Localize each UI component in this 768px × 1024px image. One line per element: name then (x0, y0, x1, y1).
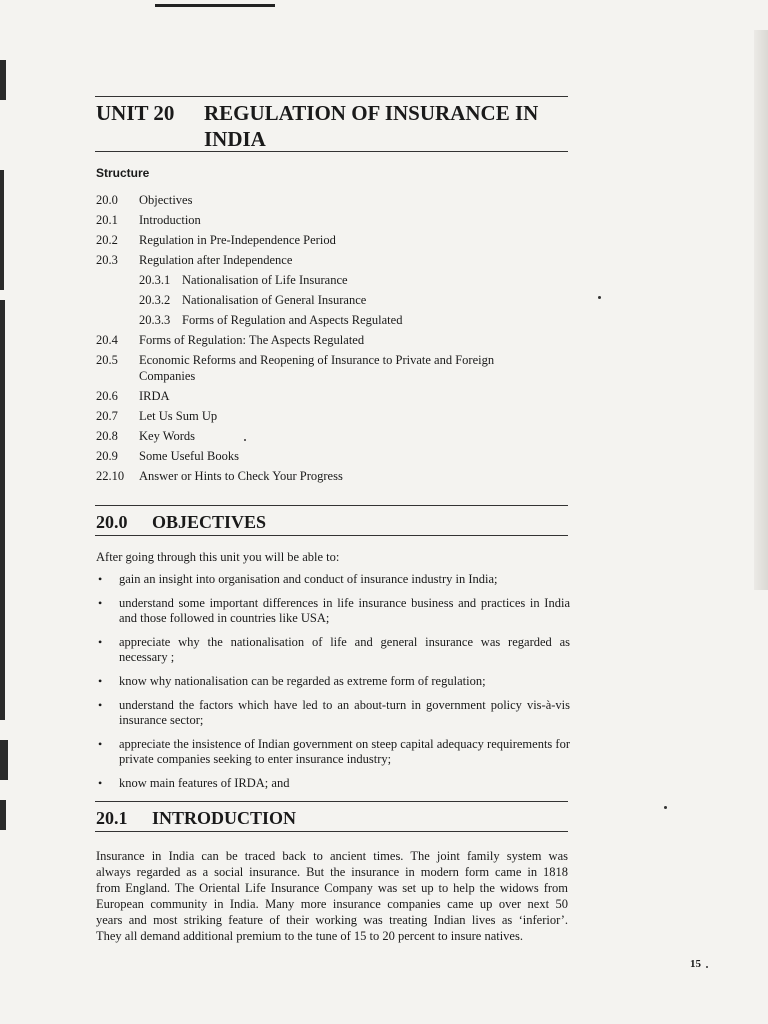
toc-item-title: Let Us Sum Up (139, 409, 218, 423)
bullet-dot-icon: • (98, 596, 103, 610)
title-rule-bottom (95, 151, 568, 152)
objective-text: understand the factors which have led to an about-turn in government policy vis-à-vis insurance sector; (119, 698, 570, 727)
scan-speck (664, 806, 667, 809)
objective-bullet (96, 776, 570, 791)
objective-text: understand some important differences in life insurance business and practices in India and those followed in countries like USA; (119, 596, 570, 625)
toc-item-number: 20.4 (96, 333, 118, 347)
toc-item-number: 20.6 (96, 389, 118, 403)
section-rule-top (95, 801, 568, 802)
section-number: 20.1 (96, 808, 128, 828)
section-rule-bottom (95, 831, 568, 832)
paragraph-line: from England. The Oriental Life Insurance Company was set up to help the widows from (96, 881, 568, 895)
toc-item (96, 468, 566, 488)
objective-bullet (96, 674, 570, 689)
toc-item-title: Regulation after Independence (139, 253, 293, 267)
toc-item (96, 428, 566, 448)
toc-item-number: 20.0 (96, 193, 118, 207)
toc-item-title: Objectives (139, 193, 193, 207)
scan-edge-mark (0, 800, 6, 830)
toc-item-title: IRDA (139, 389, 170, 403)
scan-edge-mark (0, 300, 5, 720)
objective-text: appreciate why the nationalisation of life and general insurance was regarded as necessary ; (119, 635, 570, 664)
objective-bullet (96, 572, 570, 587)
toc-item-title: Forms of Regulation: The Aspects Regulated (139, 333, 365, 347)
toc-item (96, 292, 566, 312)
scan-top-mark (155, 4, 275, 7)
scan-speck (598, 296, 601, 299)
toc-item-number: 20.5 (96, 353, 118, 367)
toc-item-title: Regulation in Pre-Independence Period (139, 233, 336, 247)
toc-item-title: Forms of Regulation and Aspects Regulated (182, 313, 403, 327)
toc-item (96, 448, 566, 468)
toc-item (96, 192, 566, 212)
toc-item-number: 20.1 (96, 213, 118, 227)
toc-item-number: 20.7 (96, 409, 118, 423)
paragraph-line: European community in India. Many more insurance companies came up over next 50 (96, 897, 568, 911)
objective-bullet (96, 635, 570, 665)
objectives-intro: After going through this unit you will be able to: (96, 550, 340, 564)
scan-edge-mark (0, 740, 8, 780)
paragraph-line: Insurance in India can be traced back to ancient times. The joint family system was (96, 849, 568, 863)
title-rule-top (95, 96, 568, 97)
toc-item-title: Nationalisation of General Insurance (182, 293, 367, 307)
objective-text: appreciate the insistence of Indian government on steep capital adequacy requirements for private companies seeking to enter insurance industry; (119, 737, 570, 766)
toc-item (96, 312, 566, 332)
toc-item-title: Some Useful Books (139, 449, 239, 463)
scan-right-edge (754, 30, 768, 590)
paragraph-line: They all demand additional premium to the tune of 15 to 20 percent to insure natives. (96, 929, 523, 943)
toc-item (96, 212, 566, 232)
toc-item-title: Key Words (139, 429, 196, 443)
table-of-contents (96, 192, 566, 488)
toc-item (96, 388, 566, 408)
structure-heading: Structure (96, 166, 150, 180)
toc-item-number: 20.8 (96, 429, 118, 443)
toc-item-number: 20.3 (96, 253, 118, 267)
toc-item-number: 20.3.2 (139, 293, 171, 307)
section-number: 20.0 (96, 512, 128, 532)
objective-bullet (96, 698, 570, 728)
objective-bullet (96, 737, 570, 767)
toc-item-title: Introduction (139, 213, 201, 227)
paragraph-line: always regarded as a social insurance. But the insurance in modern form came in 1818 (96, 865, 568, 879)
unit-title-text: REGULATION OF INSURANCE IN INDIA (204, 101, 539, 151)
scan-speck (706, 966, 708, 968)
toc-item-number: 22.10 (96, 469, 125, 483)
scan-edge-mark (0, 170, 4, 290)
objective-text: know why nationalisation can be regarded as extreme form of regulation; (119, 674, 486, 688)
scan-speck (244, 439, 246, 441)
toc-item-number: 20.3.3 (139, 313, 171, 327)
page-number: 15 (690, 958, 701, 970)
toc-item (96, 252, 566, 272)
unit-number: UNIT 20 (96, 101, 175, 125)
bullet-dot-icon: • (98, 572, 103, 586)
scan-edge-mark (0, 60, 6, 100)
toc-item (96, 272, 566, 292)
bullet-dot-icon: • (98, 698, 103, 712)
toc-item-number: 20.3.1 (139, 273, 171, 287)
toc-item-title: Nationalisation of Life Insurance (182, 273, 348, 287)
toc-item-title: Economic Reforms and Reopening of Insurance to Private and Foreign Companies (139, 353, 495, 383)
toc-item (96, 352, 566, 388)
bullet-dot-icon: • (98, 635, 103, 649)
section-rule-top (95, 505, 568, 506)
bullet-dot-icon: • (98, 737, 103, 751)
bullet-dot-icon: • (98, 776, 103, 790)
introduction-paragraph (96, 848, 568, 944)
toc-item-number: 20.2 (96, 233, 118, 247)
section-title: INTRODUCTION (152, 808, 297, 828)
objective-bullet (96, 596, 570, 626)
objective-text: know main features of IRDA; and (119, 776, 290, 790)
section-title: OBJECTIVES (152, 512, 267, 532)
objectives-list (96, 572, 570, 800)
objective-text: gain an insight into organisation and conduct of insurance industry in India; (119, 572, 498, 586)
paragraph-line: years and most striking feature of their working was treating Indian lives as ‘inferior’. (96, 913, 568, 927)
toc-item (96, 232, 566, 252)
section-rule-bottom (95, 535, 568, 536)
bullet-dot-icon: • (98, 674, 103, 688)
toc-item (96, 408, 566, 428)
toc-item-number: 20.9 (96, 449, 118, 463)
toc-item-title: Answer or Hints to Check Your Progress (139, 469, 343, 483)
toc-item (96, 332, 566, 352)
